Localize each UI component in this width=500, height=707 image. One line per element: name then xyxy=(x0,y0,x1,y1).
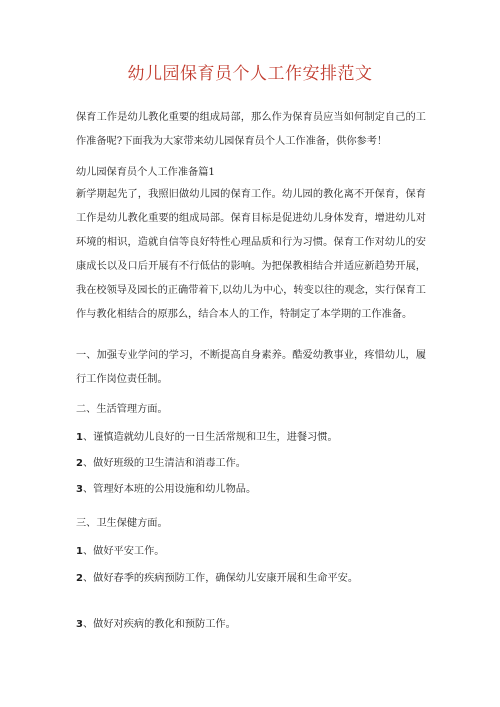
list-item-number: 1 xyxy=(76,546,83,557)
point-one: 一、加强专业学问的学习，不断提高自身素养。酷爱幼教事业，疼惜幼儿，履行工作岗位责任制。 xyxy=(76,350,426,385)
list-item-text: 、做好对疾病的教化和预防工作。 xyxy=(82,619,236,630)
point-three-heading: 三、卫生保健方面。 xyxy=(76,518,168,529)
list-item xyxy=(76,571,426,587)
list-item-number: 3 xyxy=(76,619,83,630)
intro-paragraph: 保育工作是幼儿教化重要的组成局部，那么作为保育员应当如何制定自己的工作准备呢?下面我为大家带来幼儿园保育员个人工作准备，供你参考！ xyxy=(76,112,426,147)
list-item xyxy=(76,430,426,446)
list-item-text: 、做好班级的卫生清洁和消毒工作。 xyxy=(82,458,246,469)
body-paragraph: 新学期起先了，我照旧做幼儿园的保育工作。幼儿园的教化离不开保育，保育工作是幼儿教化重要的组成局部。保育目标是促进幼儿身体发育，增进幼儿对环境的相识，造就自信等良好特性心理品质和行为习惯。保育工作对幼儿的安康成长以及口后开展有不行低估的影响。为把保教相结合并适应新趋势开展，我在校领导及园长的正确带着下,以幼儿为中心，转变以往的观念，实行保育工作与教化相结合的原那么，结合本人的工作，特制定了本学期的工作准备。 xyxy=(76,189,426,320)
document-title: 幼儿园保育员个人工作安排范文 xyxy=(127,64,373,84)
list-item xyxy=(76,544,426,560)
list-item xyxy=(76,617,426,633)
list-item-text: 、管理好本班的公用设施和幼儿物品。 xyxy=(82,484,257,495)
point-two-heading: 二、生活管理方面。 xyxy=(76,404,168,415)
list-item-text: 、做好平安工作。 xyxy=(82,546,165,557)
list-item-number: 2 xyxy=(76,458,83,469)
list-item-number: 3 xyxy=(76,484,83,495)
list-item xyxy=(76,456,426,472)
section-heading: 幼儿园保育员个人工作准备篇1 xyxy=(76,167,215,178)
list-item-text: 、谨慎造就幼儿良好的一日生活常规和卫生，进餐习惯。 xyxy=(82,432,338,443)
list-item-number: 1 xyxy=(76,432,83,443)
list-item-number: 2 xyxy=(76,573,83,584)
list-item-text: 、做好春季的疾病预防工作，确保幼儿安康开展和生命平安。 xyxy=(82,573,359,584)
list-item xyxy=(76,482,426,498)
